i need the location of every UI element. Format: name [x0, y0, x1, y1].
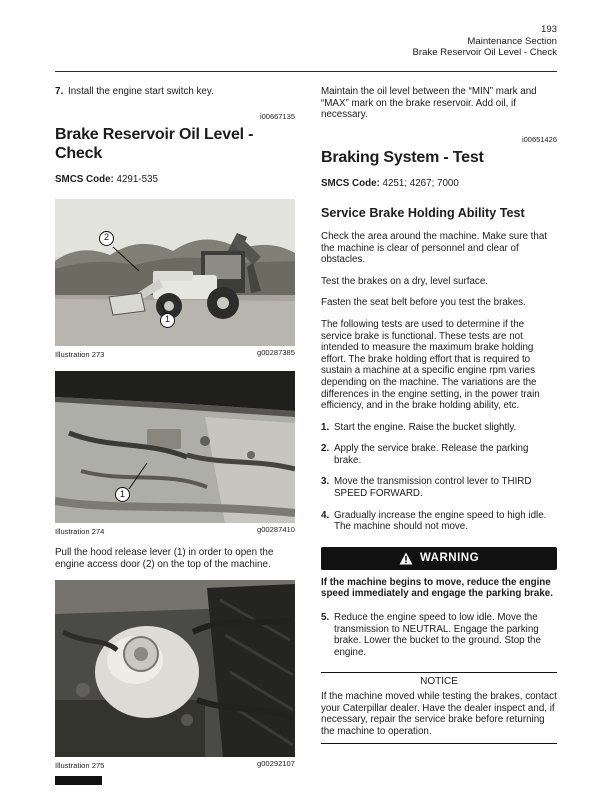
backhoe-loader-photo: [55, 199, 295, 346]
section-title-braking-system: Braking System - Test: [321, 149, 484, 167]
paragraph: Check the area around the machine. Make sure that the machine is clear of personnel and clear of obstacles.: [321, 230, 548, 266]
figure-273: [55, 199, 295, 361]
warning-bold-text: If the machine begins to move, reduce the engine speed immediately and engage the parking brake.: [321, 576, 553, 600]
figure-274-caption: [55, 526, 295, 538]
step-number: 5.: [321, 612, 330, 624]
step-number: 2.: [321, 443, 330, 455]
step-number: 1.: [321, 421, 330, 433]
smcs-label: SMCS Code:: [55, 174, 114, 186]
smcs-code-line: [55, 174, 295, 186]
right-column: [321, 82, 557, 772]
smcs-code-line: [321, 178, 557, 190]
step-text: Start the engine. Raise the bucket slightly.: [334, 421, 517, 433]
step-3: [321, 476, 557, 499]
smcs-label: SMCS Code:: [321, 178, 380, 190]
paragraph: The following tests are used to determine if the service brake is functional. These tests are not intended to measure the maximum brake holding effort. The brake holding effort that is required to sustain a machine at a specific engine rpm varies depending on the machine. The variations are the differences in the engine setting, in the power train efficiency, and in the brake holding ability, etc.: [321, 318, 540, 412]
illustration-274-image: [55, 371, 295, 523]
illustration-label: Illustration 273: [55, 349, 105, 359]
step-text: Move the transmission control lever to THIRD SPEED FORWARD.: [334, 476, 532, 500]
figure-273-caption: [55, 349, 295, 361]
step-text: Reduce the engine speed to low idle. Move the transmission to NEUTRAL. Engage the parking brake. Lower the bucket to the ground. Stop the engine.: [334, 612, 541, 658]
print-registration-mark: [55, 776, 102, 785]
illustration-273-image: [55, 199, 295, 346]
step-4: [321, 510, 557, 533]
step-number: 4.: [321, 509, 330, 521]
header-divider: [55, 71, 557, 72]
brake-reservoir-photo: [55, 580, 295, 757]
callout-1: [160, 313, 175, 328]
illustration-code: g00287385: [256, 347, 295, 357]
maintain-oil-paragraph: Maintain the oil level between the “MIN” mark and “MAX” mark on the brake reservoir. Add oil, if necessary.: [321, 86, 537, 121]
callout-1-number: 1: [119, 489, 125, 500]
page-number: 193: [540, 24, 557, 35]
notice-text: If the machine moved while testing the brakes, contact your Caterpillar dealer. Have the dealer inspect and, if necessary, repair the service brake before returning the machine to operation.: [321, 691, 557, 737]
page-header: [413, 24, 558, 59]
illustration-label: Illustration 275: [55, 761, 105, 771]
illustration-label: Illustration 274: [55, 527, 105, 537]
callout-1-number: 1: [164, 314, 170, 325]
step-text: Gradually increase the engine speed to high idle. The machine should not move.: [334, 509, 547, 533]
paragraph: Fasten the seat belt before you test the brakes.: [321, 297, 526, 309]
step-number: 3.: [321, 476, 330, 488]
step-2: [321, 443, 557, 466]
notice-block: [321, 672, 557, 744]
header-section: Maintenance Section: [467, 35, 557, 47]
step-5: [321, 612, 557, 658]
hood-release-paragraph: Pull the hood release lever (1) in order to open the engine access door (2) on the top of the machine.: [55, 546, 274, 570]
warning-title: WARNING: [419, 551, 480, 564]
notice-title: NOTICE: [420, 676, 458, 688]
figure-275: [55, 580, 295, 772]
section-title-brake-reservoir: Brake Reservoir Oil Level - Check: [55, 126, 254, 163]
hood-release-photo: [55, 371, 295, 523]
smcs-value: 4251; 4267; 7000: [382, 178, 459, 190]
ref-code: i00651426: [521, 134, 557, 144]
figure-274: [55, 371, 295, 538]
illustration-275-image: [55, 580, 295, 757]
step-number: 7.: [55, 86, 64, 97]
page-columns: [55, 82, 557, 772]
step-text: Install the engine start switch key.: [68, 86, 214, 97]
illustration-code: g00287410: [256, 525, 295, 535]
callout-2-number: 2: [103, 232, 109, 243]
callout-2: [99, 231, 114, 246]
subsection-title-holding-ability: Service Brake Holding Ability Test: [321, 205, 525, 220]
header-subsection: Brake Reservoir Oil Level - Check: [412, 47, 557, 59]
step-7: [55, 86, 295, 98]
left-column: [55, 82, 295, 772]
step-1: [321, 422, 557, 434]
warning-triangle-icon: [399, 552, 413, 565]
step-text: Apply the service brake. Release the parking brake.: [334, 443, 529, 466]
paragraph: Test the brakes on a dry, level surface.: [321, 275, 488, 287]
warning-banner: [321, 547, 557, 570]
smcs-value: 4291-535: [116, 174, 158, 186]
illustration-code: g00292107: [256, 759, 295, 769]
ref-code: i00667135: [259, 111, 295, 121]
figure-275-caption: [55, 760, 295, 772]
